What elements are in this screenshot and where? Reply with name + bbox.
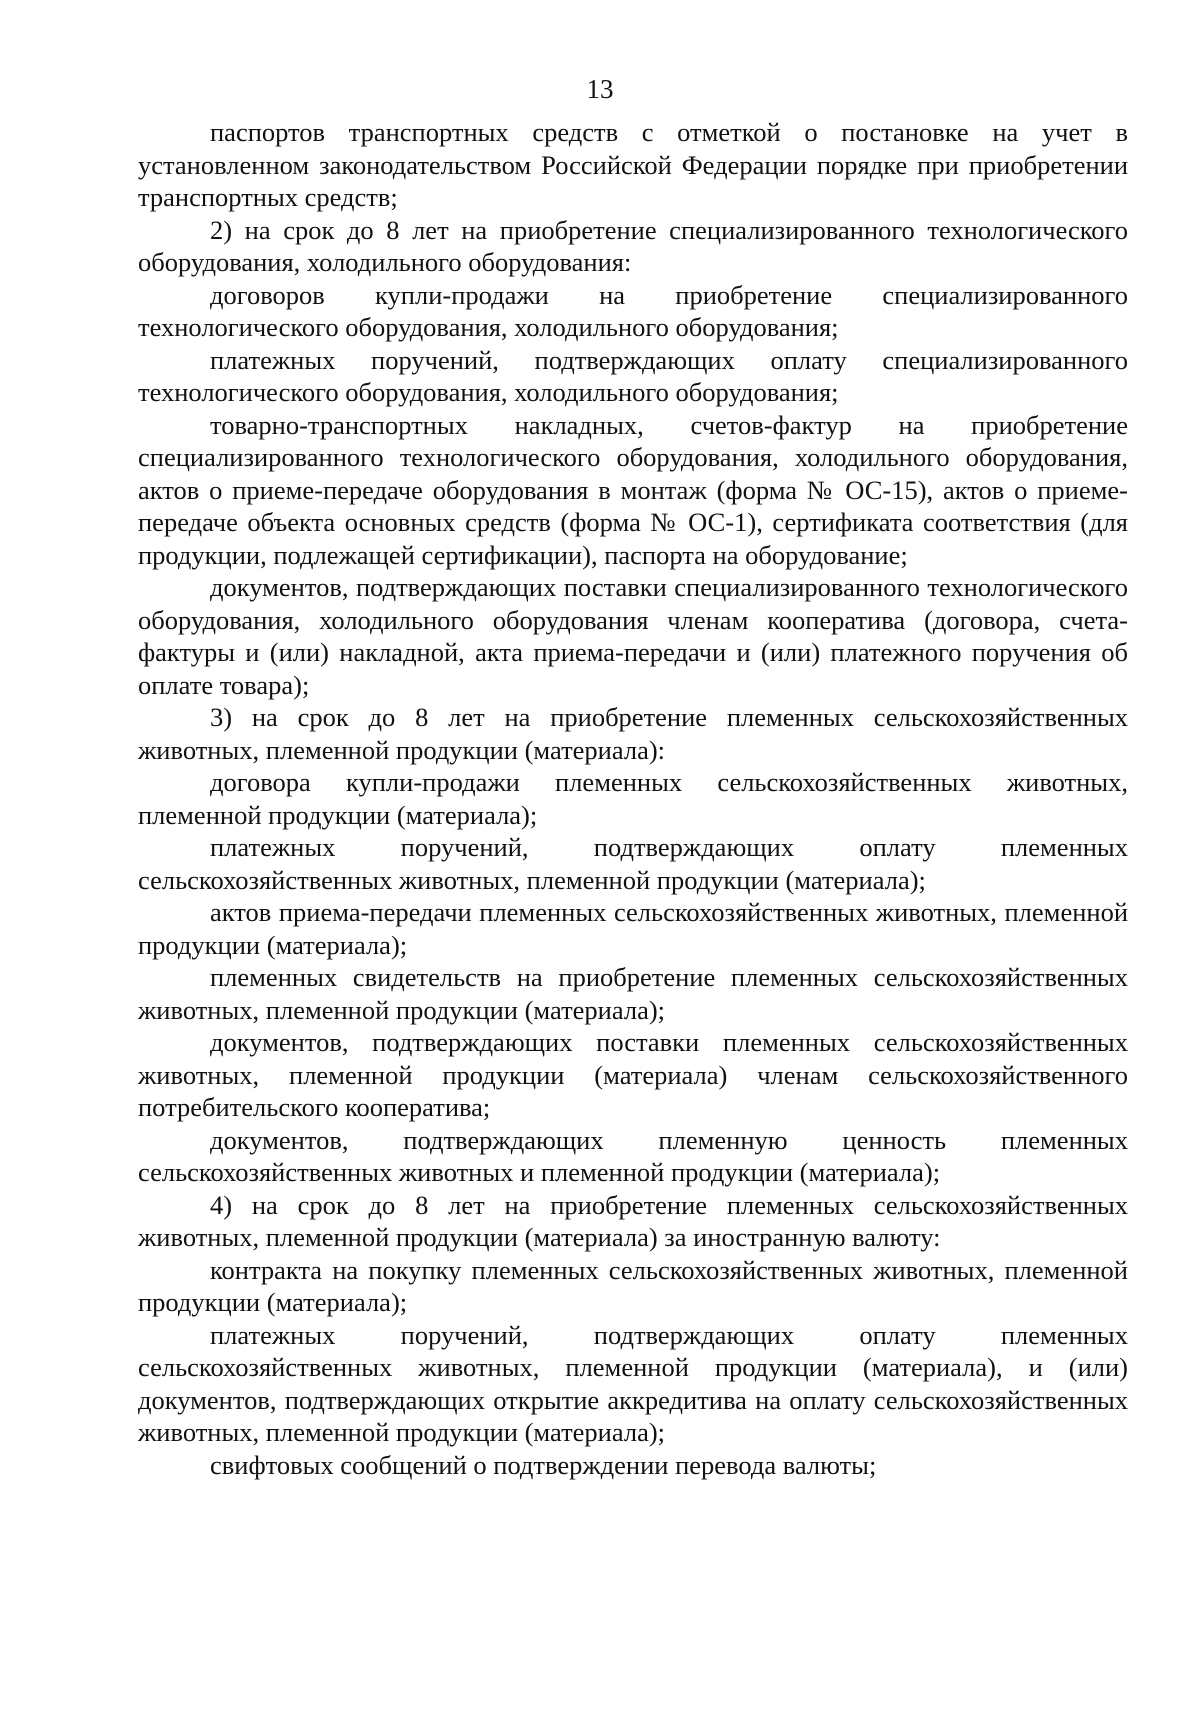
paragraph: свифтовых сообщений о подтверждении перевода валюты; (210, 1449, 877, 1480)
paragraph: документов, подтверждающих племенную ценность племенных сельскохозяйственных животных и племенной продукции (материала); (138, 1124, 1128, 1187)
paragraph: паспортов транспортных средств с отметкой о постановке на учет в установленном законодательством Российской Федерации порядке при приобретении транспортных средств; (138, 117, 1128, 212)
paragraph: договоров купли-продажи на приобретение специализированного технологического оборудования, холодильного оборудования; (138, 279, 1128, 342)
paragraph: 3) на срок до 8 лет на приобретение племенных сельскохозяйственных животных, племенной продукции (материала): (138, 702, 1128, 765)
page-number: 13 (586, 74, 614, 104)
paragraph: документов, подтверждающих поставки племенных сельскохозяйственных животных, племенной продукции (материала) членам сельскохозяйственного потребительского кооператива; (138, 1027, 1128, 1122)
paragraph: платежных поручений, подтверждающих оплату племенных сельскохозяйственных животных, племенной продукции (материала); (138, 832, 1128, 895)
document-body (138, 116, 1128, 1481)
paragraph: 2) на срок до 8 лет на приобретение специализированного технологического оборудования, холодильного оборудования: (138, 214, 1128, 277)
paragraph: договора купли-продажи племенных сельскохозяйственных животных, племенной продукции (материала); (138, 767, 1128, 830)
paragraph: актов приема-передачи племенных сельскохозяйственных животных, племенной продукции (материала); (138, 897, 1128, 960)
paragraph: племенных свидетельств на приобретение племенных сельскохозяйственных животных, племенной продукции (материала); (138, 962, 1128, 1025)
paragraph: товарно-транспортных накладных, счетов-фактур на приобретение специализированного технологического оборудования, холодильного оборудования, актов о приеме-передаче оборудования в монтаж (форма № ОС-15), актов о приеме-передаче объекта основных средств (форма № ОС-1), сертификата соответствия (для продукции, подлежащей сертификации), паспорта на оборудование; (138, 409, 1128, 570)
paragraph: документов, подтверждающих поставки специализированного технологического оборудования, холодильного оборудования членам кооператива (договора, счета-фактуры и (или) накладной, акта приема-передачи и (или) платежного поручения об оплате товара); (138, 572, 1128, 700)
paragraph: контракта на покупку племенных сельскохозяйственных животных, племенной продукции (материала); (138, 1254, 1128, 1317)
paragraph: 4) на срок до 8 лет на приобретение племенных сельскохозяйственных животных, племенной продукции (материала) за иностранную валюту: (138, 1189, 1128, 1252)
paragraph: платежных поручений, подтверждающих оплату специализированного технологического оборудования, холодильного оборудования; (138, 344, 1128, 407)
paragraph: платежных поручений, подтверждающих оплату племенных сельскохозяйственных животных, племенной продукции (материала), и (или) документов, подтверждающих открытие аккредитива на оплату сельскохозяйственных животных, племенной продукции (материала); (138, 1319, 1128, 1447)
